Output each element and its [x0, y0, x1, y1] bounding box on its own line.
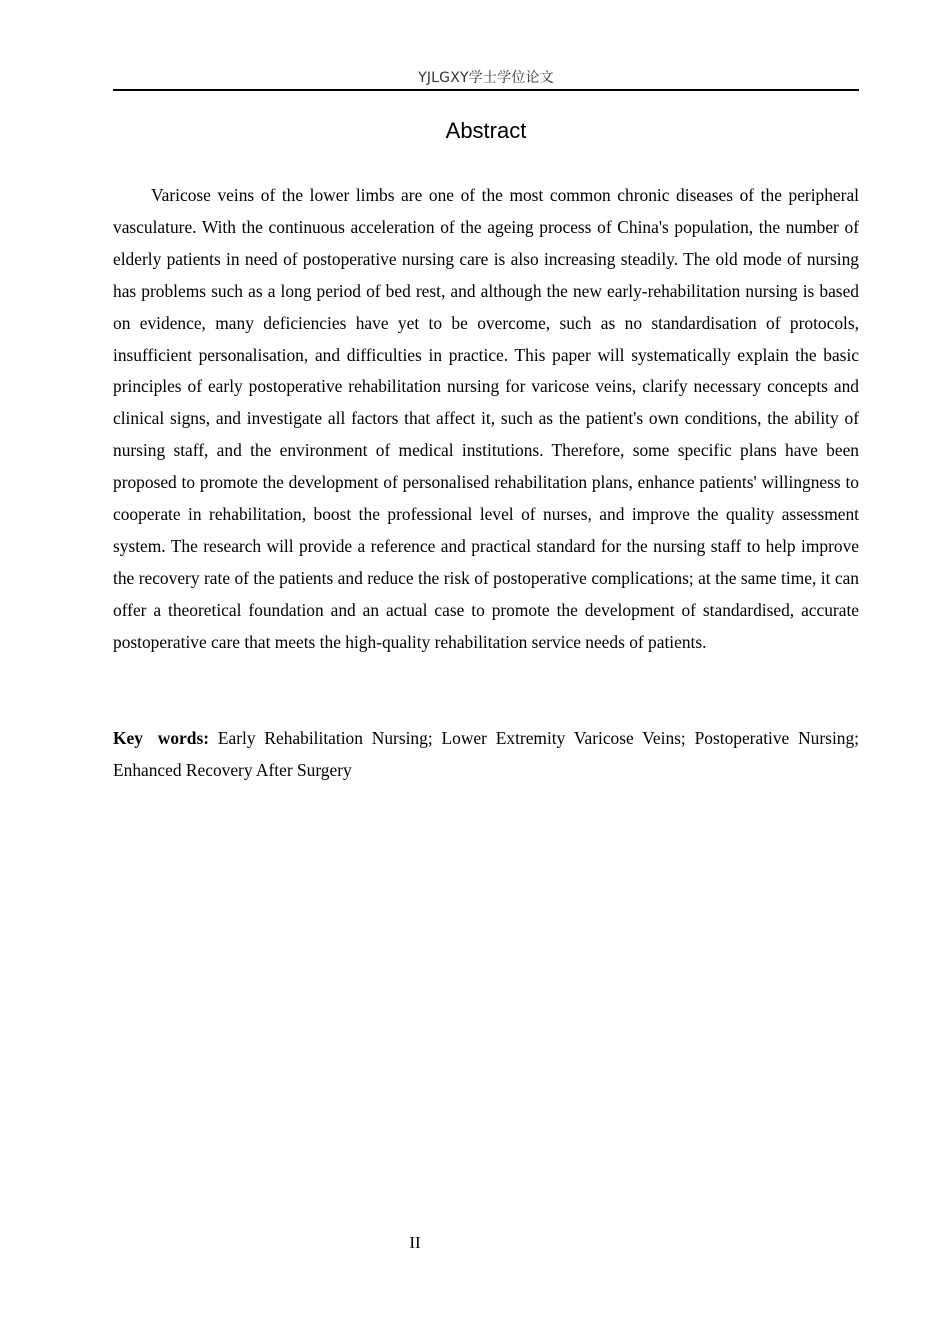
- running-header: [113, 68, 859, 91]
- section-title: [113, 116, 859, 146]
- title-text: Abstract: [445, 118, 527, 143]
- page-number: II: [409, 1233, 421, 1252]
- keywords-label: Key words:: [113, 728, 210, 748]
- header-text: YJLGXY学士学位论文: [418, 70, 554, 86]
- abstract-paragraph: Varicose veins of the lower limbs are one of the most common chronic diseases of the peripheral vasculature. With the continuous acceleration of the ageing process of China's population, the number of elderly patients in need of postoperative nursing care is also increasing steadily. The old mode of nursing has problems such as a long period of bed rest, and although the new early-rehabilitation nursing is based on evidence, many deficiencies have yet to be overcome, such as no standardisation of protocols, insufficient personalisation, and difficulties in practice. This paper will systematically explain the basic principles of early postoperative rehabilitation nursing for varicose veins, clarify necessary concepts and clinical signs, and investigate all factors that affect it, such as the patient's own conditions, the ability of nursing staff, and the environment of medical institutions. Therefore, some specific plans have been proposed to promote the development of personalised rehabilitation plans, enhance patients' willingness to cooperate in rehabilitation, boost the professional level of nurses, and improve the quality assessment system. The research will provide a reference and practical standard for the nursing staff to help improve the recovery rate of the patients and reduce the risk of postoperative complications; at the same time, it can offer a theoretical foundation and an actual case to promote the development of standardised, accurate postoperative care that meets the high-quality rehabilitation service needs of patients.: [113, 185, 859, 652]
- keywords-paragraph: [113, 723, 859, 787]
- keywords-text: Early Rehabilitation Nursing; Lower Extremity Varicose Veins; Postoperative Nursing; Enhanced Recovery After Surgery: [113, 728, 859, 780]
